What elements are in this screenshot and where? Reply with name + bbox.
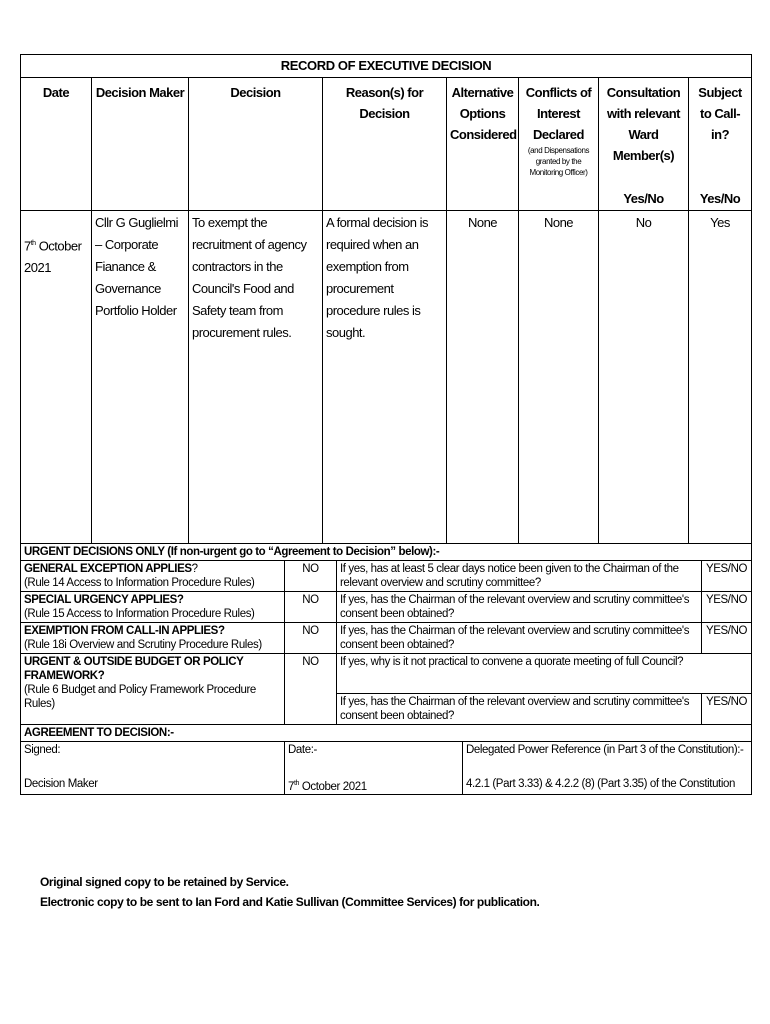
urgent-heading: URGENT DECISIONS ONLY (If non-urgent go to “Agreement to Decision” below):- xyxy=(21,544,752,561)
special-urgency-yesno: YES/NO xyxy=(702,592,752,623)
header-decision-maker: Decision Maker xyxy=(92,78,189,211)
special-urgency-answer: NO xyxy=(285,592,337,623)
header-conflicts-note: (and Dispensations granted by the Monitoring Officer) xyxy=(527,146,590,177)
budget-policy-question-2: If yes, has the Chairman of the relevant overview and scrutiny committee's consent been obtained? xyxy=(337,694,702,725)
record-conflicts: None xyxy=(519,211,599,544)
record-decision-maker: Cllr G Guglielmi – Corporate Fianance & Governance Portfolio Holder xyxy=(92,211,189,544)
header-conflicts xyxy=(519,78,599,211)
footer-line-1: Original signed copy to be retained by Service. xyxy=(40,875,289,889)
header-date: Date xyxy=(21,78,92,211)
budget-policy-label: URGENT & OUTSIDE BUDGET OR POLICY FRAMEWORK? (Rule 6 Budget and Policy Framework Procedure Rules) xyxy=(21,654,285,725)
header-consultation-yesno: Yes/No xyxy=(623,191,664,206)
general-exception-question: If yes, has at least 5 clear days notice been given to the Chairman of the relevant overview and scrutiny committee? xyxy=(337,561,702,592)
general-exception-rule: (Rule 14 Access to Information Procedure Rules) xyxy=(24,577,255,589)
header-alternatives: Alternative Options Considered xyxy=(447,78,519,211)
agreement-table xyxy=(20,724,752,795)
callin-exemption-yesno: YES/NO xyxy=(702,623,752,654)
footer-notes xyxy=(40,872,539,912)
delegated-power-label: Delegated Power Reference (in Part 3 of the Constitution):- xyxy=(463,742,752,776)
decision-maker-label: Decision Maker xyxy=(21,776,285,795)
budget-policy-yesno: YES/NO xyxy=(702,694,752,725)
header-decision: Decision xyxy=(189,78,323,211)
general-exception-yesno: YES/NO xyxy=(702,561,752,592)
special-urgency-rule: (Rule 15 Access to Information Procedure Rules) xyxy=(24,608,255,620)
header-conflicts-label: Conflicts of Interest Declared xyxy=(525,85,592,142)
special-urgency-question: If yes, has the Chairman of the relevant overview and scrutiny committee's consent been obtained? xyxy=(337,592,702,623)
header-consultation-label: Consultation with relevant Ward Member(s) xyxy=(606,85,681,163)
callin-exemption-answer: NO xyxy=(285,623,337,654)
callin-exemption-question: If yes, has the Chairman of the relevant overview and scrutiny committee's consent been obtained? xyxy=(337,623,702,654)
footer-line-2: Electronic copy to be sent to Ian Ford and Katie Sullivan (Committee Services) for publication. xyxy=(40,895,540,909)
agreement-date-label: Date:- xyxy=(285,742,463,776)
header-callin-label: Subject to Call-in? xyxy=(698,85,742,142)
agreement-date-value: 7th October 2021 xyxy=(285,776,463,795)
budget-policy-answer: NO xyxy=(285,654,337,725)
header-callin xyxy=(689,78,752,211)
general-exception-answer: NO xyxy=(285,561,337,592)
delegated-power-reference: 4.2.1 (Part 3.33) & 4.2.2 (8) (Part 3.35) of the Constitution xyxy=(463,776,752,795)
record-reasons: A formal decision is required when an exemption from procurement procedure rules is sought. xyxy=(323,211,447,544)
executive-decision-record xyxy=(20,54,751,795)
record-consultation: No xyxy=(599,211,689,544)
special-urgency-label: SPECIAL URGENCY APPLIES? (Rule 15 Access to Information Procedure Rules) xyxy=(21,592,285,623)
callin-exemption-rule: (Rule 18i Overview and Scrutiny Procedure Rules) xyxy=(24,639,262,651)
record-callin: Yes xyxy=(689,211,752,544)
record-alternatives: None xyxy=(447,211,519,544)
header-consultation xyxy=(599,78,689,211)
record-title: RECORD OF EXECUTIVE DECISION xyxy=(21,55,752,78)
record-date: 7th October 2021 xyxy=(21,211,92,544)
callin-exemption-label: EXEMPTION FROM CALL-IN APPLIES? (Rule 18i Overview and Scrutiny Procedure Rules) xyxy=(21,623,285,654)
header-callin-yesno: Yes/No xyxy=(699,191,741,206)
header-reasons: Reason(s) for Decision xyxy=(323,78,447,211)
record-decision: To exempt the recruitment of agency contractors in the Council's Food and Safety team from procurement rules. xyxy=(189,211,323,544)
signed-label: Signed: xyxy=(21,742,285,776)
urgent-decisions-table xyxy=(20,543,752,725)
agreement-heading: AGREEMENT TO DECISION:- xyxy=(21,725,752,742)
general-exception-label: GENERAL EXCEPTION APPLIES? (Rule 14 Access to Information Procedure Rules) xyxy=(21,561,285,592)
decision-table xyxy=(20,54,752,544)
budget-policy-rule: (Rule 6 Budget and Policy Framework Procedure Rules) xyxy=(24,684,256,710)
budget-policy-question-1: If yes, why is it not practical to convene a quorate meeting of full Council? xyxy=(337,654,752,694)
